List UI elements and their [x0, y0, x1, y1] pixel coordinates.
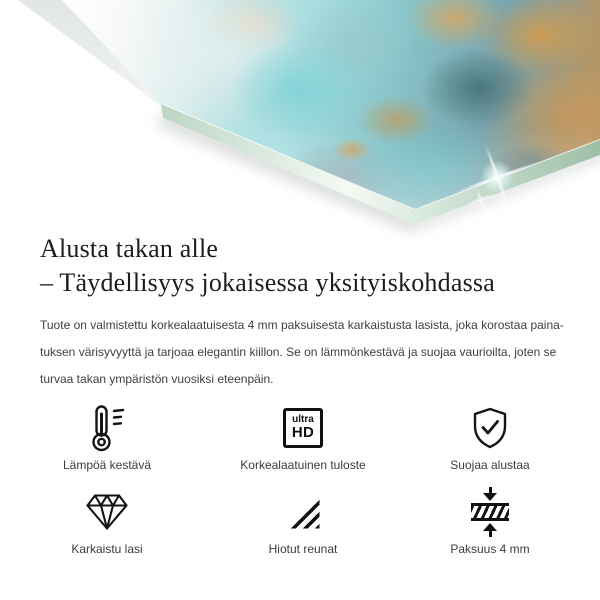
feature-label: Suojaa alustaa: [450, 458, 530, 472]
section-heading: [40, 232, 580, 300]
feature-label: Paksuus 4 mm: [450, 542, 530, 556]
description-line: turvaa takan ympäristön vuosiksi eteenpäin.: [40, 372, 274, 386]
feature-polished-edges: [214, 486, 392, 570]
description-line: tuksen värisyvyyttä ja tarjoaa elegantin kiillon. Se on lämmönkestävä ja suojaa vaurioilta, joten se: [40, 345, 557, 359]
heading-line-1: Alusta takan alle: [40, 234, 219, 263]
feature-grid: [0, 402, 588, 570]
product-photo: [0, 0, 600, 230]
description-line: Tuote on valmistettu korkealaatuisesta 4 mm paksuisesta karkaistusta lasista, joka korostaa paina-: [40, 318, 564, 332]
feature-tempered-glass: [0, 486, 214, 570]
ultra-hd-icon-text-top: ultra: [292, 414, 314, 425]
thickness-icon: [471, 486, 509, 538]
shield-check-icon: [472, 402, 508, 454]
ultra-hd-icon: [283, 402, 323, 454]
feature-thickness: [392, 486, 588, 570]
feature-label: Hiotut reunat: [268, 542, 338, 556]
feature-heat-resistant: [0, 402, 214, 486]
feature-print-quality: [214, 402, 392, 486]
feature-label: Karkaistu lasi: [71, 542, 143, 556]
beveled-edges-icon: [287, 486, 320, 538]
feature-label: Korkealaatuinen tuloste: [240, 458, 366, 472]
ultra-hd-icon-text-bottom: HD: [291, 424, 315, 441]
description-paragraph: [40, 312, 580, 393]
diamond-icon: [85, 486, 129, 538]
feature-protects-base: [392, 402, 588, 486]
feature-label: Lämpöä kestävä: [62, 458, 152, 472]
thermometer-icon: [87, 402, 127, 454]
heading-line-2: – Täydellisyys jokaisessa yksityiskohdassa: [40, 268, 495, 297]
